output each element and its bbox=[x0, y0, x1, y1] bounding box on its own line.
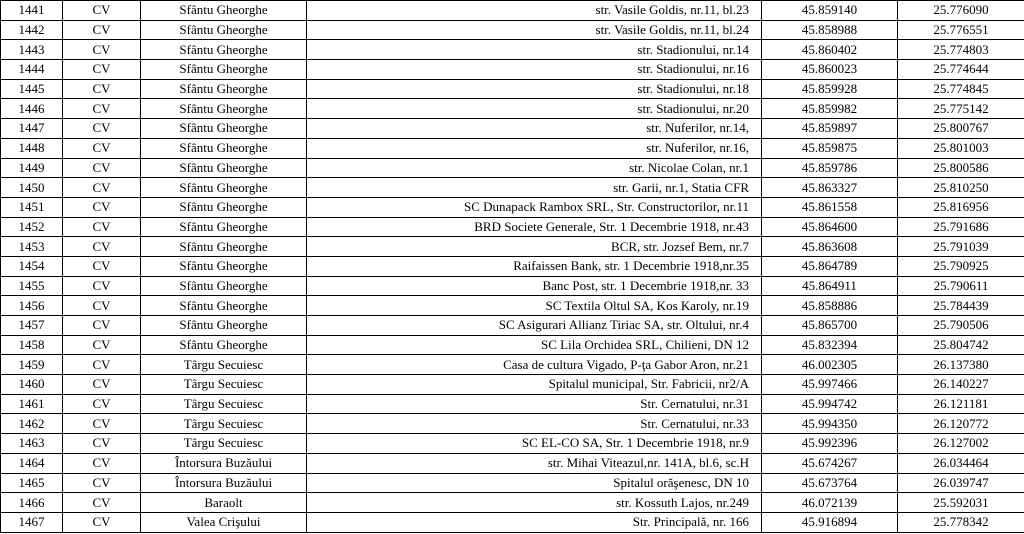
locality-cell: Sfântu Gheorghe bbox=[141, 40, 307, 60]
longitude-cell: 25.810250 bbox=[898, 178, 1024, 198]
longitude-cell: 25.791039 bbox=[898, 237, 1024, 257]
row-number-cell: 1465 bbox=[1, 473, 63, 493]
address-cell: Str. Cernatului, nr.31 bbox=[307, 394, 762, 414]
address-cell: str. Garii, nr.1, Statia CFR bbox=[307, 178, 762, 198]
row-number-cell: 1460 bbox=[1, 375, 63, 395]
longitude-cell: 26.039747 bbox=[898, 473, 1024, 493]
locality-cell: Sfântu Gheorghe bbox=[141, 296, 307, 316]
locality-cell: Sfântu Gheorghe bbox=[141, 60, 307, 80]
row-number-cell: 1448 bbox=[1, 138, 63, 158]
locality-cell: Sfântu Gheorghe bbox=[141, 335, 307, 355]
table-row bbox=[1, 335, 1024, 355]
latitude-cell: 46.072139 bbox=[762, 493, 898, 513]
table-row bbox=[1, 158, 1024, 178]
county-cell: CV bbox=[63, 414, 141, 434]
locality-cell: Sfântu Gheorghe bbox=[141, 237, 307, 257]
address-cell: SC Textila Oltul SA, Kos Karoly, nr.19 bbox=[307, 296, 762, 316]
latitude-cell: 45.859928 bbox=[762, 79, 898, 99]
address-cell: str. Mihai Viteazul,nr. 141A, bl.6, sc.H bbox=[307, 453, 762, 473]
table-row bbox=[1, 473, 1024, 493]
table-row bbox=[1, 197, 1024, 217]
row-number-cell: 1445 bbox=[1, 79, 63, 99]
row-number-cell: 1441 bbox=[1, 1, 63, 21]
latitude-cell: 45.859140 bbox=[762, 1, 898, 21]
table-body bbox=[1, 1, 1024, 533]
latitude-cell: 45.865700 bbox=[762, 316, 898, 336]
address-cell: str. Nuferilor, nr.16, bbox=[307, 138, 762, 158]
locality-cell: Sfântu Gheorghe bbox=[141, 158, 307, 178]
locality-cell: Sfântu Gheorghe bbox=[141, 197, 307, 217]
table-row bbox=[1, 316, 1024, 336]
address-cell: BRD Societe Generale, Str. 1 Decembrie 1918, nr.43 bbox=[307, 217, 762, 237]
table-row bbox=[1, 493, 1024, 513]
longitude-cell: 25.775142 bbox=[898, 99, 1024, 119]
table-row bbox=[1, 60, 1024, 80]
latitude-cell: 45.859982 bbox=[762, 99, 898, 119]
county-cell: CV bbox=[63, 178, 141, 198]
row-number-cell: 1451 bbox=[1, 197, 63, 217]
table-row bbox=[1, 237, 1024, 257]
longitude-cell: 25.791686 bbox=[898, 217, 1024, 237]
address-cell: str. Nuferilor, nr.14, bbox=[307, 119, 762, 139]
table-row bbox=[1, 99, 1024, 119]
row-number-cell: 1466 bbox=[1, 493, 63, 513]
latitude-cell: 45.858886 bbox=[762, 296, 898, 316]
address-cell: Spitalul municipal, Str. Fabricii, nr2/A bbox=[307, 375, 762, 395]
county-cell: CV bbox=[63, 316, 141, 336]
row-number-cell: 1443 bbox=[1, 40, 63, 60]
county-cell: CV bbox=[63, 276, 141, 296]
latitude-cell: 45.859897 bbox=[762, 119, 898, 139]
address-cell: str. Stadionului, nr.18 bbox=[307, 79, 762, 99]
longitude-cell: 26.127002 bbox=[898, 434, 1024, 454]
row-number-cell: 1453 bbox=[1, 237, 63, 257]
locality-cell: Sfântu Gheorghe bbox=[141, 178, 307, 198]
address-cell: Spitalul orăşenesc, DN 10 bbox=[307, 473, 762, 493]
latitude-cell: 46.002305 bbox=[762, 355, 898, 375]
longitude-cell: 25.776551 bbox=[898, 20, 1024, 40]
row-number-cell: 1449 bbox=[1, 158, 63, 178]
latitude-cell: 45.864600 bbox=[762, 217, 898, 237]
table-row bbox=[1, 1, 1024, 21]
latitude-cell: 45.859875 bbox=[762, 138, 898, 158]
county-cell: CV bbox=[63, 473, 141, 493]
address-cell: SC Dunapack Rambox SRL, Str. Constructorilor, nr.11 bbox=[307, 197, 762, 217]
longitude-cell: 25.774644 bbox=[898, 60, 1024, 80]
latitude-cell: 45.859786 bbox=[762, 158, 898, 178]
address-cell: SC EL-CO SA, Str. 1 Decembrie 1918, nr.9 bbox=[307, 434, 762, 454]
row-number-cell: 1467 bbox=[1, 512, 63, 532]
longitude-cell: 25.816956 bbox=[898, 197, 1024, 217]
longitude-cell: 25.790925 bbox=[898, 256, 1024, 276]
locality-cell: Întorsura Buzăului bbox=[141, 473, 307, 493]
table-row bbox=[1, 79, 1024, 99]
address-cell: str. Vasile Goldis, nr.11, bl.24 bbox=[307, 20, 762, 40]
county-cell: CV bbox=[63, 20, 141, 40]
longitude-cell: 25.592031 bbox=[898, 493, 1024, 513]
longitude-cell: 25.804742 bbox=[898, 335, 1024, 355]
latitude-cell: 45.863608 bbox=[762, 237, 898, 257]
longitude-cell: 26.120772 bbox=[898, 414, 1024, 434]
table-row bbox=[1, 434, 1024, 454]
county-cell: CV bbox=[63, 434, 141, 454]
locality-cell: Sfântu Gheorghe bbox=[141, 217, 307, 237]
address-cell: str. Stadionului, nr.14 bbox=[307, 40, 762, 60]
locality-cell: Târgu Secuiesc bbox=[141, 434, 307, 454]
row-number-cell: 1447 bbox=[1, 119, 63, 139]
county-cell: CV bbox=[63, 99, 141, 119]
county-cell: CV bbox=[63, 79, 141, 99]
table-row bbox=[1, 394, 1024, 414]
county-cell: CV bbox=[63, 119, 141, 139]
table-row bbox=[1, 453, 1024, 473]
longitude-cell: 26.121181 bbox=[898, 394, 1024, 414]
address-cell: str. Stadionului, nr.20 bbox=[307, 99, 762, 119]
address-cell: SC Asigurari Allianz Tiriac SA, str. Oltului, nr.4 bbox=[307, 316, 762, 336]
latitude-cell: 45.994350 bbox=[762, 414, 898, 434]
address-cell: Casa de cultura Vigado, P-ţa Gabor Aron, nr.21 bbox=[307, 355, 762, 375]
row-number-cell: 1461 bbox=[1, 394, 63, 414]
locality-cell: Sfântu Gheorghe bbox=[141, 138, 307, 158]
latitude-cell: 45.864911 bbox=[762, 276, 898, 296]
address-cell: str. Nicolae Colan, nr.1 bbox=[307, 158, 762, 178]
table-row bbox=[1, 40, 1024, 60]
locality-cell: Sfântu Gheorghe bbox=[141, 20, 307, 40]
county-cell: CV bbox=[63, 60, 141, 80]
locality-cell: Sfântu Gheorghe bbox=[141, 276, 307, 296]
locality-cell: Sfântu Gheorghe bbox=[141, 79, 307, 99]
latitude-cell: 45.860402 bbox=[762, 40, 898, 60]
locality-cell: Târgu Secuiesc bbox=[141, 394, 307, 414]
row-number-cell: 1463 bbox=[1, 434, 63, 454]
locality-cell: Târgu Secuiesc bbox=[141, 414, 307, 434]
longitude-cell: 25.778342 bbox=[898, 512, 1024, 532]
longitude-cell: 25.800586 bbox=[898, 158, 1024, 178]
latitude-cell: 45.863327 bbox=[762, 178, 898, 198]
locality-cell: Sfântu Gheorghe bbox=[141, 316, 307, 336]
latitude-cell: 45.864789 bbox=[762, 256, 898, 276]
county-cell: CV bbox=[63, 197, 141, 217]
address-cell: str. Kossuth Lajos, nr.249 bbox=[307, 493, 762, 513]
table-row bbox=[1, 20, 1024, 40]
latitude-cell: 45.674267 bbox=[762, 453, 898, 473]
row-number-cell: 1457 bbox=[1, 316, 63, 336]
longitude-cell: 25.774845 bbox=[898, 79, 1024, 99]
locality-cell: Valea Crişului bbox=[141, 512, 307, 532]
longitude-cell: 26.034464 bbox=[898, 453, 1024, 473]
address-cell: Str. Cernatului, nr.33 bbox=[307, 414, 762, 434]
locality-cell: Baraolt bbox=[141, 493, 307, 513]
row-number-cell: 1450 bbox=[1, 178, 63, 198]
latitude-cell: 45.861558 bbox=[762, 197, 898, 217]
county-cell: CV bbox=[63, 237, 141, 257]
row-number-cell: 1452 bbox=[1, 217, 63, 237]
table-row bbox=[1, 256, 1024, 276]
address-cell: Banc Post, str. 1 Decembrie 1918,nr. 33 bbox=[307, 276, 762, 296]
locality-cell: Sfântu Gheorghe bbox=[141, 119, 307, 139]
table-row bbox=[1, 178, 1024, 198]
longitude-cell: 25.790506 bbox=[898, 316, 1024, 336]
table-row bbox=[1, 355, 1024, 375]
county-cell: CV bbox=[63, 335, 141, 355]
locality-cell: Târgu Secuiesc bbox=[141, 375, 307, 395]
address-cell: Raifaissen Bank, str. 1 Decembrie 1918,nr.35 bbox=[307, 256, 762, 276]
county-cell: CV bbox=[63, 40, 141, 60]
address-cell: str. Vasile Goldis, nr.11, bl.23 bbox=[307, 1, 762, 21]
longitude-cell: 25.801003 bbox=[898, 138, 1024, 158]
county-cell: CV bbox=[63, 512, 141, 532]
latitude-cell: 45.994742 bbox=[762, 394, 898, 414]
table-row bbox=[1, 276, 1024, 296]
locality-cell: Târgu Secuiesc bbox=[141, 355, 307, 375]
county-cell: CV bbox=[63, 355, 141, 375]
address-cell: str. Stadionului, nr.16 bbox=[307, 60, 762, 80]
address-cell: BCR, str. Jozsef Bem, nr.7 bbox=[307, 237, 762, 257]
row-number-cell: 1464 bbox=[1, 453, 63, 473]
table-row bbox=[1, 138, 1024, 158]
longitude-cell: 25.790611 bbox=[898, 276, 1024, 296]
longitude-cell: 25.800767 bbox=[898, 119, 1024, 139]
county-cell: CV bbox=[63, 453, 141, 473]
locality-cell: Sfântu Gheorghe bbox=[141, 1, 307, 21]
county-cell: CV bbox=[63, 1, 141, 21]
row-number-cell: 1462 bbox=[1, 414, 63, 434]
row-number-cell: 1444 bbox=[1, 60, 63, 80]
row-number-cell: 1459 bbox=[1, 355, 63, 375]
locality-cell: Sfântu Gheorghe bbox=[141, 256, 307, 276]
table-row bbox=[1, 375, 1024, 395]
latitude-cell: 45.997466 bbox=[762, 375, 898, 395]
county-cell: CV bbox=[63, 375, 141, 395]
address-cell: Str. Principală, nr. 166 bbox=[307, 512, 762, 532]
longitude-cell: 26.137380 bbox=[898, 355, 1024, 375]
longitude-cell: 26.140227 bbox=[898, 375, 1024, 395]
row-number-cell: 1442 bbox=[1, 20, 63, 40]
row-number-cell: 1456 bbox=[1, 296, 63, 316]
longitude-cell: 25.774803 bbox=[898, 40, 1024, 60]
row-number-cell: 1455 bbox=[1, 276, 63, 296]
county-cell: CV bbox=[63, 256, 141, 276]
longitude-cell: 25.784439 bbox=[898, 296, 1024, 316]
table-row bbox=[1, 414, 1024, 434]
table-row bbox=[1, 512, 1024, 532]
county-cell: CV bbox=[63, 158, 141, 178]
latitude-cell: 45.673764 bbox=[762, 473, 898, 493]
row-number-cell: 1446 bbox=[1, 99, 63, 119]
county-cell: CV bbox=[63, 217, 141, 237]
locality-cell: Sfântu Gheorghe bbox=[141, 99, 307, 119]
latitude-cell: 45.992396 bbox=[762, 434, 898, 454]
latitude-cell: 45.916894 bbox=[762, 512, 898, 532]
table-row bbox=[1, 296, 1024, 316]
address-cell: SC Lila Orchidea SRL, Chilieni, DN 12 bbox=[307, 335, 762, 355]
row-number-cell: 1458 bbox=[1, 335, 63, 355]
locality-cell: Întorsura Buzăului bbox=[141, 453, 307, 473]
county-cell: CV bbox=[63, 394, 141, 414]
latitude-cell: 45.832394 bbox=[762, 335, 898, 355]
table-row bbox=[1, 119, 1024, 139]
latitude-cell: 45.860023 bbox=[762, 60, 898, 80]
row-number-cell: 1454 bbox=[1, 256, 63, 276]
county-cell: CV bbox=[63, 493, 141, 513]
county-cell: CV bbox=[63, 138, 141, 158]
county-cell: CV bbox=[63, 296, 141, 316]
table-row bbox=[1, 217, 1024, 237]
latitude-cell: 45.858988 bbox=[762, 20, 898, 40]
longitude-cell: 25.776090 bbox=[898, 1, 1024, 21]
